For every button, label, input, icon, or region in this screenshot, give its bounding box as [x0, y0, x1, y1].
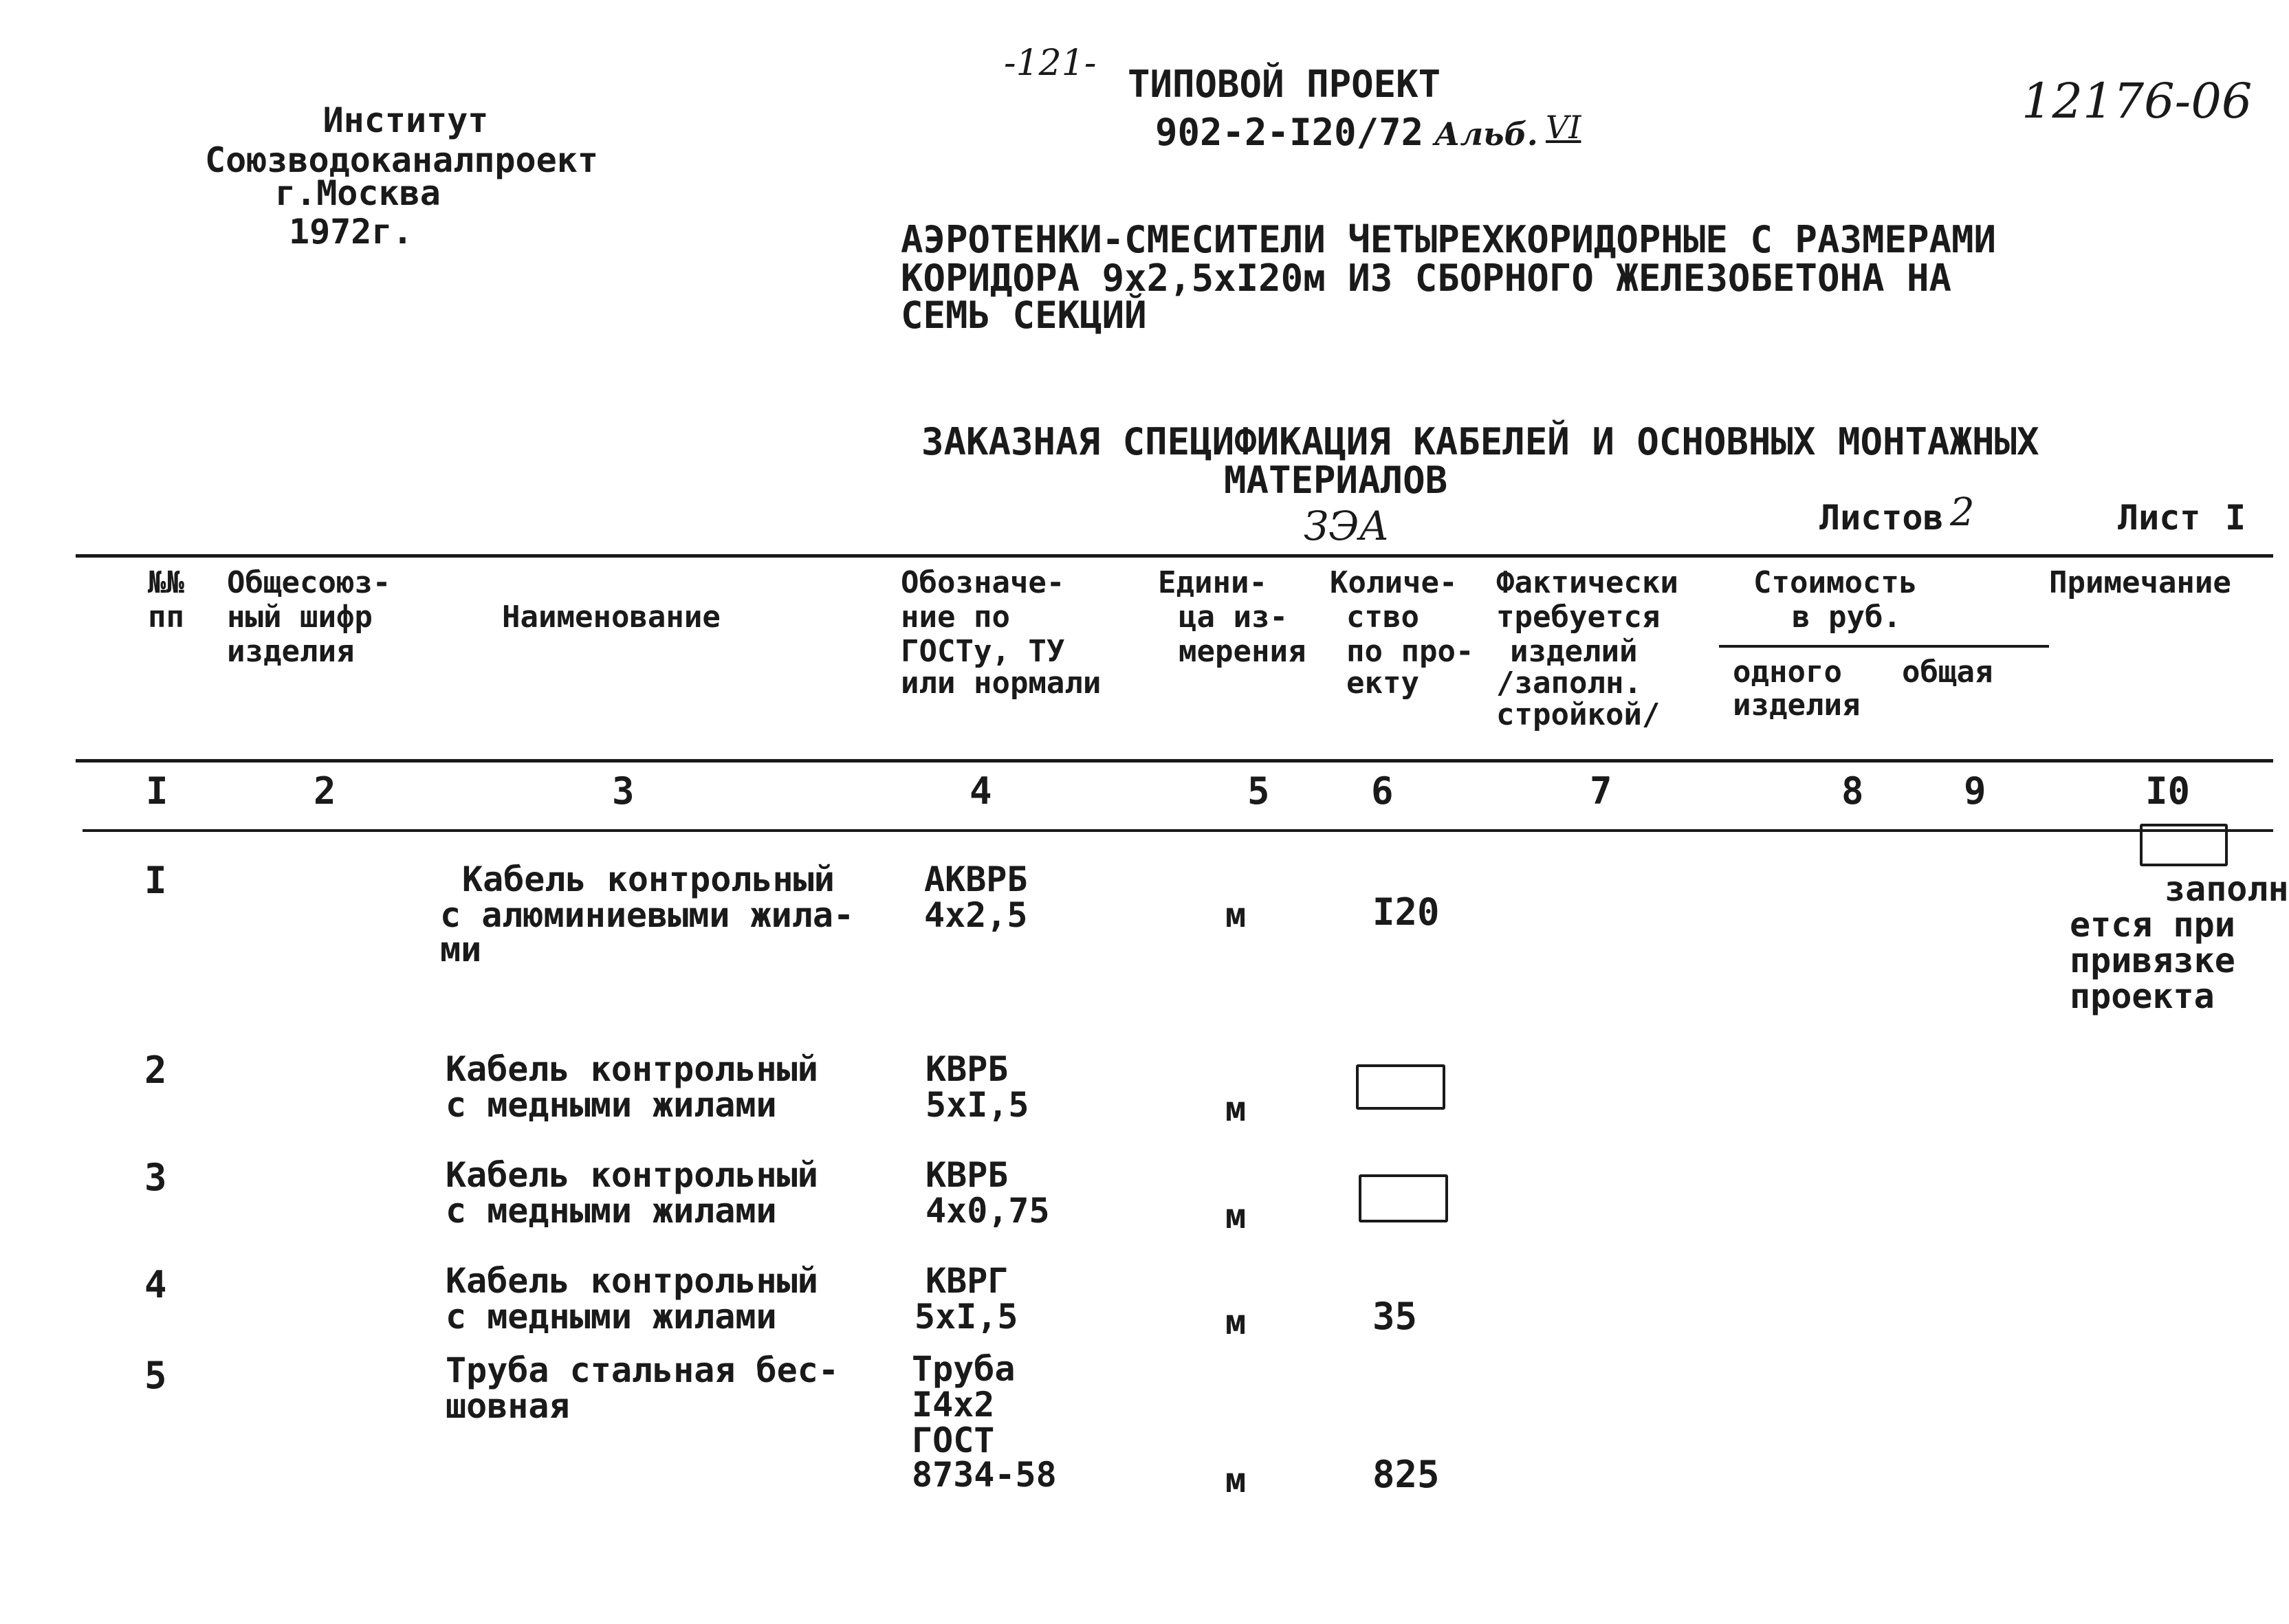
col-header-5-line-1: Едини- — [1158, 565, 1267, 600]
col-header-2-line-3: изделия — [227, 634, 355, 669]
col-header-4-line-2: ние по — [901, 600, 1010, 635]
col-header-6-line-1: Количе- — [1330, 565, 1458, 600]
col-header-7-line-2: требуется — [1496, 600, 1661, 635]
description-line-3: СЕМЬ СЕКЦИЙ — [901, 294, 1147, 337]
row-designation-line-2: 4х0,75 — [926, 1191, 1050, 1231]
row-designation-line-1: КВРБ — [926, 1049, 1009, 1089]
spec-title-line-1: ЗАКАЗНАЯ СПЕЦИФИКАЦИЯ КАБЕЛЕЙ И ОСНОВНЫХ МОНТАЖНЫХ — [921, 420, 2039, 463]
col-header-8-line-2: изделия — [1733, 688, 1861, 723]
row-unit: м — [1225, 1302, 1247, 1342]
spec-title-line-2: МАТЕРИАЛОВ — [1224, 459, 1448, 502]
row-note-line-2: ется при — [2070, 905, 2235, 945]
row-designation-line-1: КВРГ — [926, 1261, 1009, 1301]
col-header-3: Наименование — [502, 600, 721, 635]
row-quantity: 35 — [1372, 1295, 1418, 1338]
row-number: 3 — [144, 1156, 167, 1199]
col-header-7-line-5: стройкой/ — [1496, 697, 1661, 732]
row-designation-line-1: КВРБ — [926, 1155, 1009, 1195]
institute-line-2: Союзводоканалпроект — [205, 140, 598, 180]
col-header-10: Примечание — [2049, 565, 2231, 600]
col-header-cost-line-2: в руб. — [1792, 600, 1901, 635]
cost-subheader-rule — [1719, 645, 2049, 648]
institute-line-1: Институт — [322, 100, 489, 140]
row-name-line-1: Труба стальная бес- — [446, 1350, 839, 1390]
row-name-line-2: с алюминиевыми жила- — [440, 895, 855, 935]
col-number-3: 3 — [612, 769, 635, 813]
row-number: 5 — [144, 1354, 167, 1397]
row-name-line-1: Кабель контрольный — [446, 1261, 818, 1301]
document-number: 12176-06 — [2022, 73, 2253, 129]
table-top-rule — [76, 554, 2273, 558]
row-designation-line-2: 5хI,5 — [914, 1297, 1018, 1337]
row-quantity: 825 — [1372, 1453, 1440, 1496]
col-header-5-line-3: мерения — [1179, 634, 1306, 669]
header-bottom-rule — [76, 759, 2273, 762]
description-line-2: КОРИДОРА 9х2,5хI20м ИЗ СБОРНОГО ЖЕЛЕЗОБЕТОНА НА — [901, 256, 1952, 300]
col-header-8-line-1: одного — [1733, 655, 1842, 690]
col-header-2-line-2: ный шифр — [227, 600, 373, 635]
row-name-line-1: Кабель контрольный — [462, 859, 835, 899]
institute-line-4: 1972г. — [289, 212, 413, 252]
col-number-1: I — [146, 769, 168, 813]
row-note-line-4: проекта — [2070, 976, 2215, 1016]
sheets-value: 2 — [1950, 490, 1975, 535]
album-label: Альб. — [1434, 116, 1538, 153]
quantity-blank-box — [1356, 1064, 1445, 1110]
row-name-line-1: Кабель контрольный — [446, 1049, 818, 1089]
col-header-1-line-1: №№ — [148, 565, 184, 600]
row-designation-line-2: 5хI,5 — [926, 1085, 1029, 1125]
row-designation-line-1: АКВРБ — [924, 859, 1028, 899]
column-numbers-rule — [83, 829, 2273, 832]
row-designation-line-2: 4х2,5 — [924, 895, 1028, 935]
note-blank-box — [2140, 824, 2228, 866]
row-unit: м — [1225, 895, 1247, 935]
row-designation-line-3: ГОСТ — [912, 1420, 995, 1460]
col-header-5-line-2: ца из- — [1179, 600, 1288, 635]
institute-line-3: г.Москва — [275, 173, 441, 213]
col-number-2: 2 — [314, 769, 336, 813]
row-quantity: I20 — [1372, 890, 1440, 934]
row-number: 2 — [144, 1049, 167, 1092]
col-header-2-line-1: Общесоюз- — [227, 565, 391, 600]
col-number-10: I0 — [2145, 769, 2191, 813]
row-designation-line-1: Труба — [912, 1349, 1016, 1389]
row-note-line-3: привязке — [2070, 941, 2235, 980]
row-name-line-2: шовная — [446, 1386, 570, 1426]
col-header-7-line-3: изделий — [1510, 634, 1638, 669]
col-number-9: 9 — [1964, 769, 1986, 813]
description-line-1: АЭРОТЕНКИ-СМЕСИТЕЛИ ЧЕТЫРЕХКОРИДОРНЫЕ С РАЗМЕРАМИ — [901, 218, 1997, 261]
col-header-6-line-2: ство — [1346, 600, 1419, 635]
row-unit: м — [1225, 1196, 1247, 1236]
row-name-line-2: с медными жилами — [446, 1085, 777, 1125]
row-designation-line-4: 8734-58 — [912, 1455, 1057, 1495]
project-title: ТИПОВОЙ ПРОЕКТ — [1128, 63, 1441, 106]
row-unit: м — [1225, 1089, 1247, 1129]
sheet-value: I — [2225, 498, 2246, 538]
row-name-line-1: Кабель контрольный — [446, 1155, 818, 1195]
col-header-4-line-1: Обозначе- — [901, 565, 1065, 600]
col-number-8: 8 — [1841, 769, 1864, 813]
row-designation-line-2: I4х2 — [912, 1385, 995, 1425]
col-header-4-line-4: или нормали — [901, 666, 1102, 701]
col-header-7-line-4: /заполн. — [1496, 666, 1642, 701]
col-header-6-line-3: по про- — [1346, 634, 1474, 669]
col-number-5: 5 — [1247, 769, 1270, 813]
col-header-6-line-4: екту — [1346, 666, 1419, 701]
row-name-line-2: с медными жилами — [446, 1297, 777, 1337]
col-header-1-line-2: пп — [148, 600, 184, 635]
spec-code: ЗЭА — [1304, 503, 1390, 549]
project-code: 902-2-I20/72 — [1155, 111, 1424, 154]
col-number-7: 7 — [1590, 769, 1612, 813]
sheet-label: Лист — [2118, 498, 2201, 538]
quantity-blank-box — [1359, 1174, 1448, 1222]
row-name-line-2: с медными жилами — [446, 1191, 777, 1231]
page-number: -121- — [1004, 43, 1097, 84]
col-header-cost-line-1: Стоимость — [1753, 565, 1918, 600]
row-name-line-3: ми — [440, 930, 482, 969]
sheets-label: Листов — [1819, 498, 1944, 538]
col-header-9: общая — [1902, 655, 1993, 690]
col-number-4: 4 — [970, 769, 992, 813]
row-number: I — [144, 859, 167, 902]
row-note-line-1: заполн — [2165, 869, 2289, 909]
col-header-4-line-3: ГОСТу, ТУ — [901, 634, 1065, 669]
row-unit: м — [1225, 1460, 1247, 1500]
album-number: VI — [1546, 109, 1581, 146]
row-number: 4 — [144, 1263, 167, 1306]
col-number-6: 6 — [1371, 769, 1394, 813]
col-header-7-line-1: Фактически — [1496, 565, 1678, 600]
